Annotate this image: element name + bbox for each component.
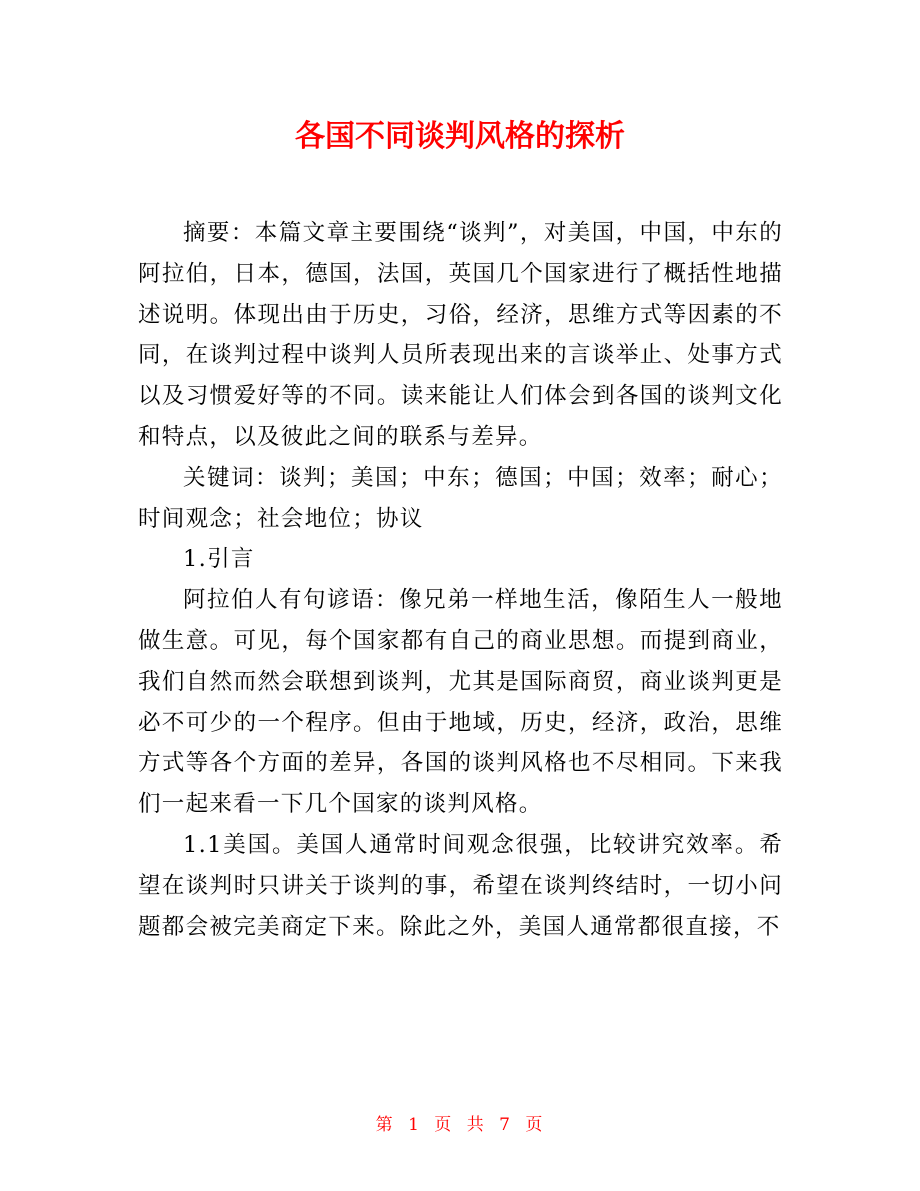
document-body	[138, 213, 783, 947]
section-heading-introduction: 1.引言	[183, 546, 255, 573]
document-title: 各国不同谈判风格的探析	[295, 119, 625, 154]
abstract-paragraph: 摘要：本篇文章主要围绕“谈判”，对美国，中国，中东的阿拉伯，日本，德国，法国，英国几个国家进行了概括性地描述说明。体现出由于历史，习俗，经济，思维方式等因素的不同，在谈判过程中谈判人员所表现出来的言谈举止、处事方式以及习惯爱好等的不同。读来能让人们体会到各国的谈判文化和特点，以及彼此之间的联系与差异。	[138, 220, 783, 450]
introduction-paragraph: 阿拉伯人有句谚语：像兄弟一样地生活，像陌生人一般地做生意。可见，每个国家都有自己的商业思想。而提到商业，我们自然而然会联想到谈判，尤其是国际商贸，商业谈判更是必不可少的一个程序。但由于地域，历史，经济，政治，思维方式等各个方面的差异，各国的谈判风格也不尽相同。下来我们一起来看一下几个国家的谈判风格。	[138, 587, 783, 818]
page-number-footer: 第 1 页 共 7 页	[375, 1115, 545, 1135]
keywords-paragraph: 关键词：谈判；美国；中东；德国；中国；效率；耐心；时间观念；社会地位；协议	[138, 464, 783, 532]
usa-paragraph: 1.1美国。美国人通常时间观念很强，比较讲究效率。希望在谈判时只讲关于谈判的事，希望在谈判终结时，一切小问题都会被完美商定下来。除此之外，美国人通常都很直接，不	[138, 831, 783, 940]
